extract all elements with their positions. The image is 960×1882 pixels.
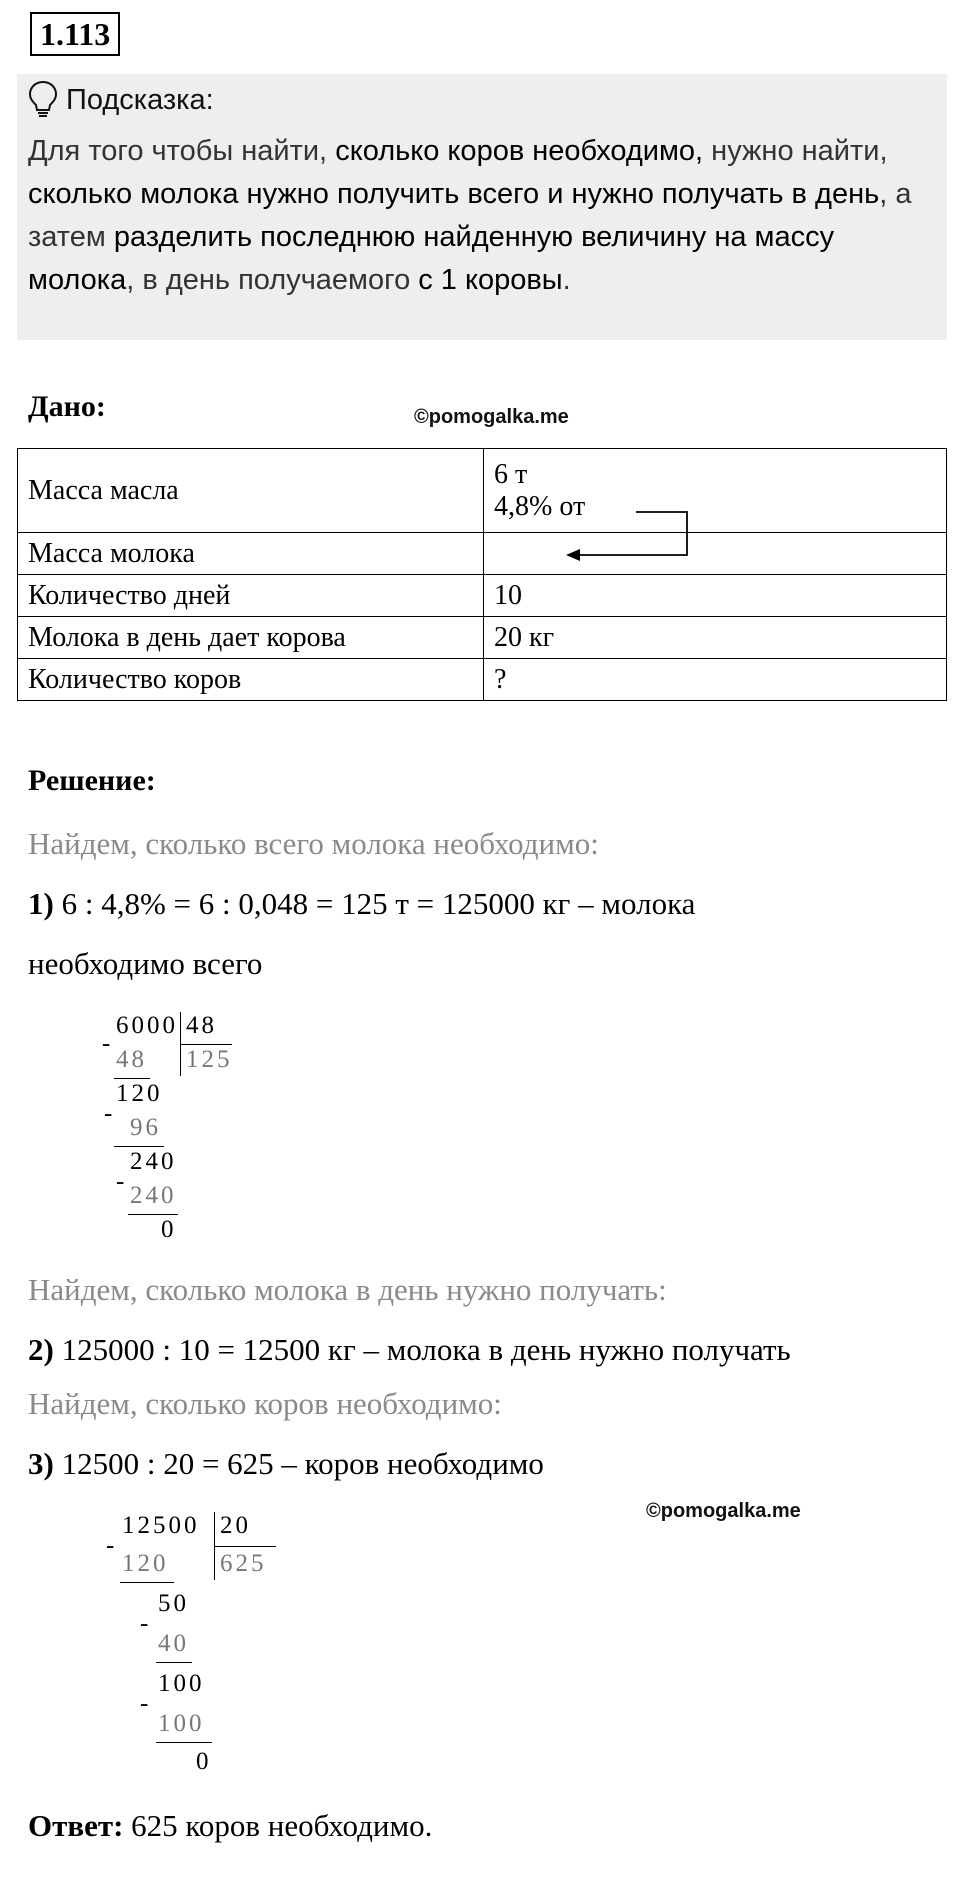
step1: 1) 6 : 4,8% = 6 : 0,048 = 125 т = 125000 кг – молока	[28, 886, 696, 921]
row-label: Молока в день дает корова	[18, 617, 484, 659]
row-value	[484, 533, 947, 575]
row-label: Масса масла	[18, 449, 484, 533]
table-row	[18, 533, 947, 575]
row-label: Масса молока	[18, 533, 484, 575]
row-value: 20 кг	[484, 617, 947, 659]
watermark: ©pomogalka.me	[646, 1500, 801, 1522]
step2-intro: Найдем, сколько молока в день нужно получать:	[28, 1272, 667, 1307]
arrow-icon	[560, 500, 700, 570]
table-row	[18, 575, 947, 617]
lightbulb-icon	[28, 80, 58, 120]
table-row	[18, 449, 947, 533]
row-value: ?	[484, 659, 947, 701]
row-value: 6 т 4,8% от	[484, 449, 947, 533]
table-row	[18, 617, 947, 659]
step3: 3) 12500 : 20 = 625 – коров необходимо	[28, 1446, 544, 1481]
step2: 2) 125000 : 10 = 12500 кг – молока в день нужно получать	[28, 1332, 791, 1367]
step3-intro: Найдем, сколько коров необходимо:	[28, 1386, 502, 1421]
given-heading: Дано:	[28, 390, 106, 423]
row-label: Количество коров	[18, 659, 484, 701]
given-table	[17, 448, 947, 701]
row-value: 10	[484, 575, 947, 617]
hint-text: Для того чтобы найти, сколько коров необходимо, нужно найти, сколько молока нужно получить всего и нужно получать в день, а затем разделить последнюю найденную величину на массу молока, в день получаемого с 1 коровы.	[28, 135, 912, 296]
table-row	[18, 659, 947, 701]
step1-intro: Найдем, сколько всего молока необходимо:	[28, 826, 599, 861]
watermark: ©pomogalka.me	[414, 406, 569, 428]
solution-heading: Решение:	[28, 764, 156, 797]
row-label: Количество дней	[18, 575, 484, 617]
step1-cont: необходимо всего	[28, 946, 263, 981]
answer: Ответ: 625 коров необходимо.	[28, 1808, 433, 1843]
hint-title-text: Подсказка:	[66, 83, 214, 116]
task-number: 1.113	[30, 12, 120, 56]
hint-title	[28, 78, 214, 122]
